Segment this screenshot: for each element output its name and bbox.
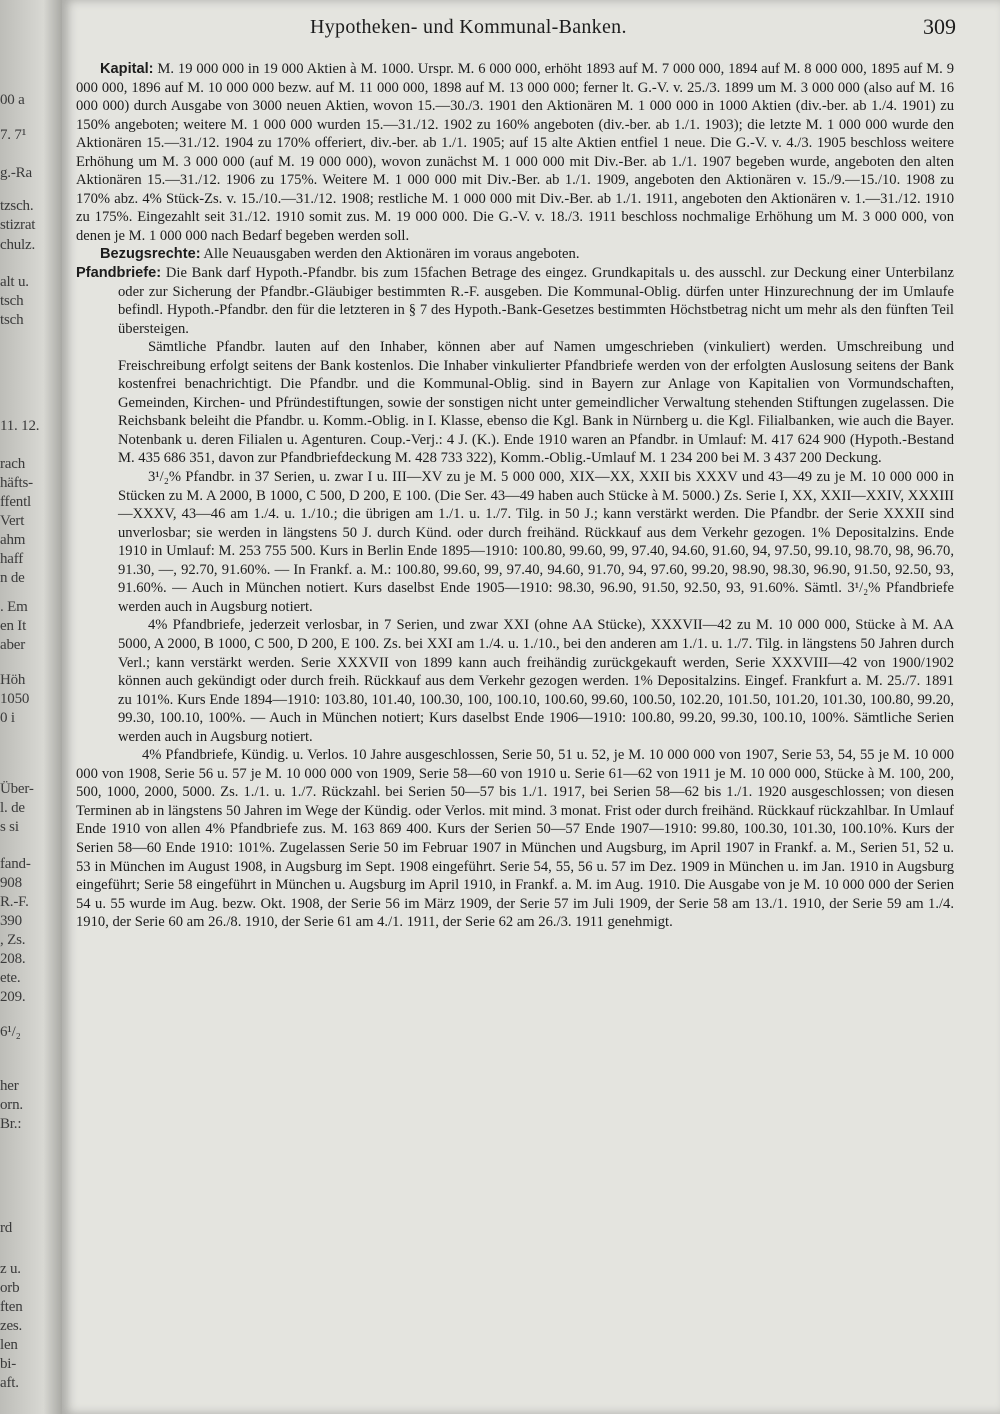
page-header (62, 14, 1000, 42)
margin-fragment: rd (0, 1220, 13, 1236)
margin-fragment: häfts- (0, 475, 33, 491)
page-number: 309 (923, 14, 956, 39)
margin-fragment: alt u. (0, 274, 29, 290)
margin-fragment: 6¹/₂ (0, 1024, 21, 1040)
margin-fragment: R.-F. (0, 894, 29, 910)
pfandbriefe-section (76, 264, 954, 338)
margin-fragment: orn. (0, 1097, 23, 1113)
margin-fragment: 11. 12. (0, 418, 40, 434)
pfandbriefe-paragraph-4: 4% Pfandbriefe, jederzeit verlosbar, in 7 Serien, und zwar XXI (ohne AA Stücke), XXXVII—42 zu M. 10 000 000, Stücke à M. AA 5000, A 2000, B 1000, C 500, D 200, E 100. Zs. bei XXI am 1./4. u. 1./10., bei den anderen am 1./1. u. 1./7. Tilg. in längstens 50 Jahren durch Verl.; kann verstärkt werden. Serie XXXVII von 1899 kann auch freihändig zurückgekauft werden, Serie XXXVIII—42 von 1900/1902 können auch gekündigt oder durch freih. Rückkauf aus dem Verkehr gezogen werden. 1% Depositalzins. Eingef. Frankfurt a. M. 25./7. 1891 zu 101%. Kurs Ende 1894—1910: 103.80, 101.40, 100.30, 100, 100.10, 100.60, 99.60, 100.50, 102.20, 101.50, 101.20, 101.30, 100.80, 99.20, 99.30, 100.10, 100%. — Auch in München notiert; Kurs daselbst Ende 1906—1910: 100.80, 99.20, 99.30, 100.10, 100%. Sämtliche Serien werden auch in Augsburg notiert. (118, 617, 954, 745)
running-head: Hypotheken- und Kommunal-Banken. (310, 16, 627, 38)
bezugsrechte-text: Alle Neuausgaben werden den Aktionären im voraus angeboten. (203, 246, 580, 263)
margin-fragment: , Zs. (0, 932, 26, 948)
margin-fragment: ete. (0, 970, 21, 986)
margin-fragment: 1050 (0, 691, 30, 707)
kapital-label: Kapital: (100, 61, 154, 77)
margin-fragment: her (0, 1078, 19, 1094)
margin-fragment: bi- (0, 1356, 17, 1372)
margin-fragment: 0 i (0, 710, 15, 726)
margin-fragment: g.-Ra (0, 165, 32, 181)
margin-fragment: 7. 7¹ (0, 127, 26, 143)
margin-fragment: fand- (0, 856, 31, 872)
margin-fragment: s si (0, 819, 19, 835)
margin-fragment: Vert (0, 513, 25, 529)
margin-fragment: haff (0, 551, 24, 567)
margin-fragment: 00 a (0, 92, 25, 108)
margin-fragment: ffentl (0, 494, 32, 510)
pfandbriefe-paragraph-3: 3¹/₂% Pfandbr. in 37 Serien, u. zwar I u. III—XV zu je M. 5 000 000, XIX—XX, XXII bis XXXV und 43—49 zu je M. 10 000 000 in Stücken zu M. A 2000, B 1000, C 500, D 200, E 100. (Die Ser. 43—49 haben auch Stücke à M. 5000.) Zs. Serie I, XX, XXII—XXIV, XXXIII—XXXV, 43—46 am 1./4. u. 1./10.; die übrigen am 1./1. u. 1./7. Tilg. in 50 J.; kann verstärkt werden. Die Pfandbr. der Serie XXXII sind unverlosbar; sie werden in längstens 50 J. durch Künd. oder durch freihänd. Rückkauf aus dem Verkehr gezogen. 1% Depositalzins. Ende 1910 in Umlauf: M. 253 755 500. Kurs in Berlin Ende 1895—1910: 100.80, 99.60, 99, 97.40, 94.60, 91.60, 94, 97.50, 99.10, 98.70, 98, 96.70, 91.30, —, 92.70, 91.60%. — In Frankf. a. M.: 100.80, 99.60, 99, 97.40, 94.60, 91.70, 94, 97.60, 99.20, 98.90, 98.30, 96.90, 91.50, 92.50, 93, 91.60%. — Auch in München notiert. Kurs daselbst Ende 1905—1910: 98.30, 96.90, 91.50, 92.50, 93, 91.60%. Sämtl. 3¹/₂% Pfandbriefe werden auch in Augsburg notiert. (118, 469, 954, 615)
margin-fragment: aber (0, 637, 26, 653)
margin-fragment: n de (0, 570, 25, 586)
margin-fragment: 390 (0, 913, 22, 929)
margin-fragment: chulz. (0, 237, 36, 253)
kapital-text: M. 19 000 000 in 19 000 Aktien à M. 1000. Urspr. M. 6 000 000, erhöht 1893 auf M. 7 000 000, 1894 auf M. 8 000 000, 1895 auf M. 9 000 000, 1896 auf M. 10 000 000 bezw. auf M. 11 000 000, 1898 auf M. 13 000 000; ferner lt. G.-V. v. 25./3. 1899 um M. 3 000 000 (also auf M. 16 000 000) durch Ausgabe von 3000 neuen Aktien, wovon 15.—30./3. 1901 den Aktionären M. 1 000 000 in 1000 Aktien (div.-ber. ab 1./4. 1901) zu 150% angeboten; weitere M. 1 000 000 wurden 15.—31./12. 1902 zu 160% angeboten (div.-ber. ab 1./1. 1903); die letzte M. 1 000 000 wurde den Aktionären 15.—31./12. 1904 zu 170% offeriert, div.-ber. ab 1./1. 1905; auf 15 alte Aktien entfiel 1 neue. Die G.-V. v. 4./3. 1905 beschloss weitere Erhöhung um M. 3 000 000 (auf M. 19 000 000), wovon zunächst M. 1 000 000 mit Div.-Ber. ab 1./1. 1907 begeben wurde, angeboten den alten Aktionären 15.—31./12. 1906 zu 175%. Weitere M. 1 000 000 mit Div.-Ber. ab 1./1. 1909, angeboten den Aktionären v. 15./9.—15./10. 1908 zu 170% abz. 4% Stück-Zs. v. 15./10.—31./12. 1908; restliche M. 1 000 000 mit Div.-Ber. ab 1./1. 1911, angeboten den Aktionären v. 1.—31./12. 1910 zu 175%. Eingezahlt seit 31./12. 1910 somit zus. M. 19 000 000. Die G.-V. v. 18./3. 1911 beschloss nochmalige Erhöhung um M. 3 000 000, von denen je M. 1 000 000 nach Bedarf begeben werden soll. (76, 61, 954, 244)
margin-fragment: . Em (0, 599, 28, 615)
page-body (76, 60, 954, 932)
margin-fragment: stizrat (0, 217, 36, 233)
margin-fragment: tzsch. (0, 198, 34, 214)
margin-fragment: Br.: (0, 1116, 22, 1132)
margin-fragment: rach (0, 456, 26, 472)
document-page (62, 0, 1000, 1414)
left-page-margin (0, 0, 62, 1414)
pfandbriefe-text: Die Bank darf Hypoth.-Pfandbr. bis zum 15fachen Betrage des eingez. Grundkapitals u. des ausschl. zur Deckung einer Unterbilanz oder zur Sicherung der Pfandbr.-Gläubiger bestimmten R.-F. ausgeben. Die Kommunal-Oblig. dürfen unter Hinzurechnung der im Umlaufe befindl. Hypoth.-Pfandbr. den für die letzteren in § 7 des Hypoth.-Bank-Gesetzes bestimmten Höchstbetrag nicht um mehr als den fünften Teil übersteigen. (118, 265, 954, 337)
kapital-section (76, 60, 954, 245)
margin-fragment: l. de (0, 800, 25, 816)
margin-fragment: aft. (0, 1375, 19, 1391)
margin-fragment: ften (0, 1299, 23, 1315)
pfandbriefe-label: Pfandbriefe: (76, 265, 162, 282)
margin-fragment: Höh (0, 672, 26, 688)
margin-fragment: ahm (0, 532, 26, 548)
bezugsrechte-section (76, 245, 954, 264)
pfandbriefe-paragraph-2: Sämtliche Pfandbr. lauten auf den Inhaber, können aber auf Namen umgeschrieben (vinkuliert) werden. Umschreibung und Freischreibung erfolgt seitens der Bank kostenlos. Die Inhaber vinkulierter Pfandbriefe werden von der erfolgten Auslosung seitens der Bank kostenfrei benachrichtigt. Die Pfandbr. und die Kommunal-Oblig. sind in Bayern zur Anlage von Kapitalien von Vormundschaften, Gemeinden, Kirchen- und Pfründestiftungen, sowie der sonstigen nicht unter gemeindlicher Verwaltung stehenden Stiftungen zugelassen. Die Reichsbank beleiht die Pfandbr. u. Komm.-Oblig. in I. Klasse, ebenso die Kgl. Bank in Nürnberg u. die Kgl. Filialbanken, wie auch die Bayer. Notenbank u. deren Filialen u. Agenturen. Coup.-Verj.: 4 J. (K.). Ende 1910 waren an Pfandbr. in Umlauf: M. 417 624 900 (Hypoth.-Bestand M. 435 686 351, davon zur Pfandbriefdeckung M. 428 733 322), Komm.-Oblig.-Umlauf M. 1 234 200 bei M. 3 437 200 Deckung. (118, 339, 954, 467)
margin-fragment: len (0, 1337, 18, 1353)
margin-fragment: tsch (0, 312, 24, 328)
bezugsrechte-label: Bezugsrechte: (100, 246, 201, 263)
margin-fragment: 208. (0, 951, 26, 967)
margin-fragment: tsch (0, 293, 24, 309)
pfandbriefe-paragraph-5: 4% Pfandbriefe, Kündig. u. Verlos. 10 Jahre ausgeschlossen, Serie 50, 51 u. 52, je M. 10 000 000 von 1907, Serie 53, 54, 55 je M. 10 000 000 von 1908, Serie 56 u. 57 je M. 10 000 000 von 1909, Serie 58—60 von 1910 u. Serie 61—62 von 1911 je M. 10 000 000, Stücke à M. 100, 200, 500, 1000, 2000, 5000. Zs. 1./1. u. 1./7. Rückzahl. bei Serien 50—57 bis 1./1. 1917, bei Serien 58—62 bis 1./1. 1920 ausgeschlossen; von diesen Terminen ab in längstens 50 Jahren im Wege der Kündig. oder Verlos. mit mind. 3 monat. Frist oder durch freihänd. Rückkauf rückzahlbar. In Umlauf Ende 1910 von allen 4% Pfandbriefe zus. M. 163 869 400. Kurs der Serien 50—57 Ende 1907—1910: 99.80, 100.30, 101.30, 100.10%. Kurs der Serien 58—60 Ende 1910: 101%. Zugelassen Serie 50 im Februar 1907 in München und Augsburg, im April 1907 in Frankf. a. M., Serien 51, 52 u. 53 in München im August 1908, in Augsburg im Sept. 1908 eingeführt. Serie 54, 55, 56 u. 57 im Dez. 1909 in München u. im Jan. 1910 in Augsburg eingeführt; Serie 58 eingeführt in München u. Augsburg im April 1910, in Frankf. a. M. im Aug. 1910. Die Ausgabe von je M. 10 000 000 der Serien 54 u. 55 wurde im Aug. bezw. Okt. 1908, der Serie 56 im März 1909, der Serie 57 im Juli 1909, der Serie 58 am 13./1. 1910, der Serie 59 am 1./4. 1910, der Serie 60 am 26./8. 1910, der Serie 61 am 4./1. 1911, der Serie 62 am 26./3. 1911 genehmigt. (76, 747, 954, 931)
margin-fragment: 908 (0, 875, 22, 891)
margin-fragment: Über- (0, 781, 34, 797)
margin-fragment: zes. (0, 1318, 23, 1334)
margin-fragment: orb (0, 1280, 20, 1296)
margin-fragment: z u. (0, 1261, 21, 1277)
margin-fragment: en It (0, 618, 27, 634)
margin-fragment: 209. (0, 989, 26, 1005)
